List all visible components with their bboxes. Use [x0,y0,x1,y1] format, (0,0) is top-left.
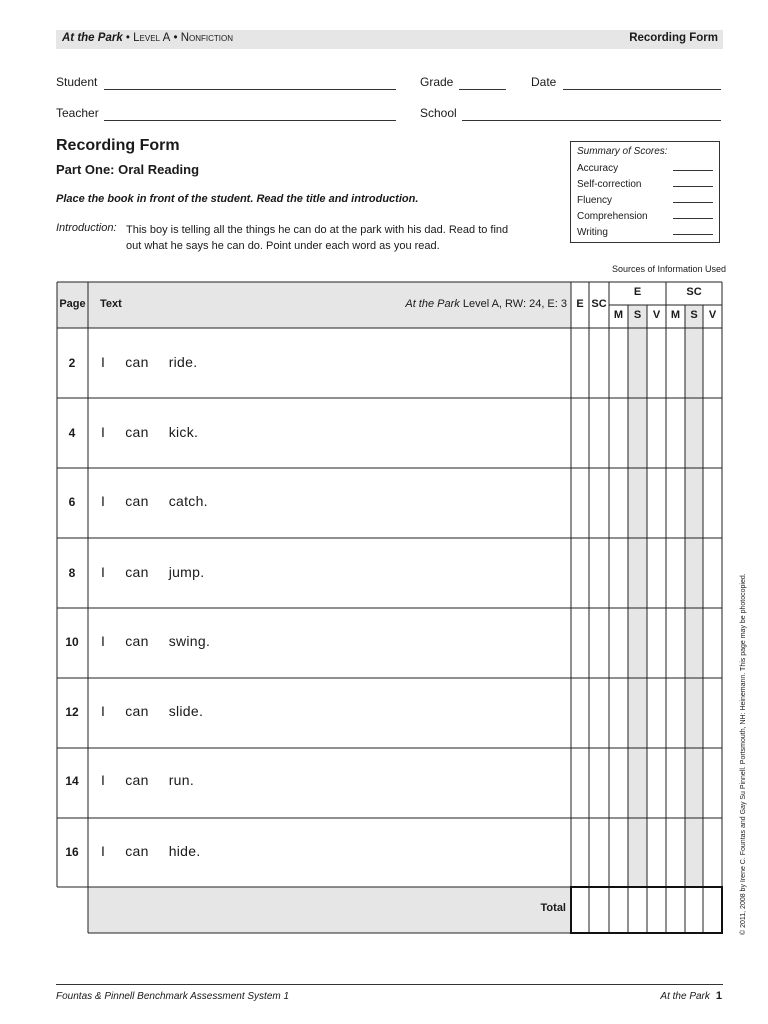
summary-item-label: Self-correction [577,179,642,190]
row-page-number: 10 [65,635,79,649]
row-page-number: 6 [68,495,76,509]
word: can [125,633,149,649]
summary-item-label: Comprehension [577,211,648,222]
word: I [101,564,106,580]
school-label: School [420,106,457,120]
e-s-column-shade [628,305,647,887]
page-column-header: Page [59,298,86,310]
word: kick. [168,424,199,440]
word: catch. [168,493,208,509]
summary-item-label: Fluency [577,195,613,206]
book-reference [400,298,567,310]
word: run. [168,772,195,788]
row-text [101,633,230,649]
copyright-notice: © 2011, 2008 by Irene C. Fountas and Gay Su Pinnell. Portsmouth, NH: Heinemann. This page may be photocopied. [740,573,747,935]
word: I [101,843,106,859]
footer-series-title: Fountas & Pinnell Benchmark Assessment System 1 [56,991,290,1002]
student-label: Student [56,75,98,89]
row-text [101,703,223,719]
e-group-header: E [633,286,642,298]
word: swing. [168,633,211,649]
row-page-number: 2 [68,356,76,370]
word: I [101,772,106,788]
row-page-number: 4 [68,426,76,440]
row-text [101,564,224,580]
word: I [101,354,106,370]
word: jump. [168,564,205,580]
book-title: At the Park [62,32,123,44]
sc-s-header: S [690,309,698,321]
sc-v-header: V [708,309,717,321]
row-text [101,772,214,788]
word: I [101,633,106,649]
instruction-text: Place the book in front of the student. Read the title and introduction. [56,193,419,205]
word: I [101,493,106,509]
grade-label: Grade [420,75,454,89]
book-reference-details: Level A, RW: 24, E: 3 [462,298,567,310]
word: can [125,772,149,788]
footer-book-title: At the Park [660,991,710,1002]
row-page-number: 12 [65,705,79,719]
introduction-text: This boy is telling all the things he can do at the park with his dad. Read to find out what he says he can do. Point under each word as you read. [126,224,509,252]
total-shade [88,887,571,933]
total-label: Total [540,902,566,914]
sources-of-information-label: Sources of Information Used [612,264,727,274]
footer-rule [56,984,723,985]
introduction-label: Introduction: [56,222,117,234]
sc-column-header: SC [591,298,607,310]
row-text [101,843,221,859]
date-label: Date [531,75,557,89]
word: can [125,564,149,580]
e-v-header: V [652,309,661,321]
sc-s-column-shade [685,305,703,887]
teacher-label: Teacher [56,106,99,120]
page-number: 1 [715,990,722,1002]
text-column-header: Text [100,298,122,310]
form-name: Recording Form [629,32,718,44]
word: I [101,703,106,719]
summary-item-label: Writing [577,227,608,238]
footer-page-info [660,990,722,1002]
word: can [125,424,149,440]
part-title: Part One: Oral Reading [56,162,200,177]
e-s-header: S [633,309,642,321]
e-m-header: M [613,309,624,321]
form-title: Recording Form [56,137,180,154]
word: can [125,354,149,370]
row-text [101,354,217,370]
word: can [125,493,149,509]
row-page-number: 8 [68,566,76,580]
summary-item-label: Accuracy [577,163,619,174]
separator: • [125,32,130,44]
word: ride. [168,354,198,370]
row-text [101,493,228,509]
separator: • [173,32,178,44]
row-page-number: 14 [65,774,79,788]
word: can [125,843,149,859]
book-reference-title: At the Park [405,298,460,310]
word: hide. [168,843,201,859]
genre-label: Nonfiction [180,32,233,44]
sc-group-header: SC [686,286,702,298]
word: I [101,424,106,440]
sc-m-header: M [670,309,681,321]
word: slide. [168,703,204,719]
e-column-header: E [576,298,584,310]
row-page-number: 16 [65,845,79,859]
row-text [101,424,218,440]
level-label: Level A [133,32,171,44]
word: can [125,703,149,719]
summary-title: Summary of Scores: [577,146,668,157]
